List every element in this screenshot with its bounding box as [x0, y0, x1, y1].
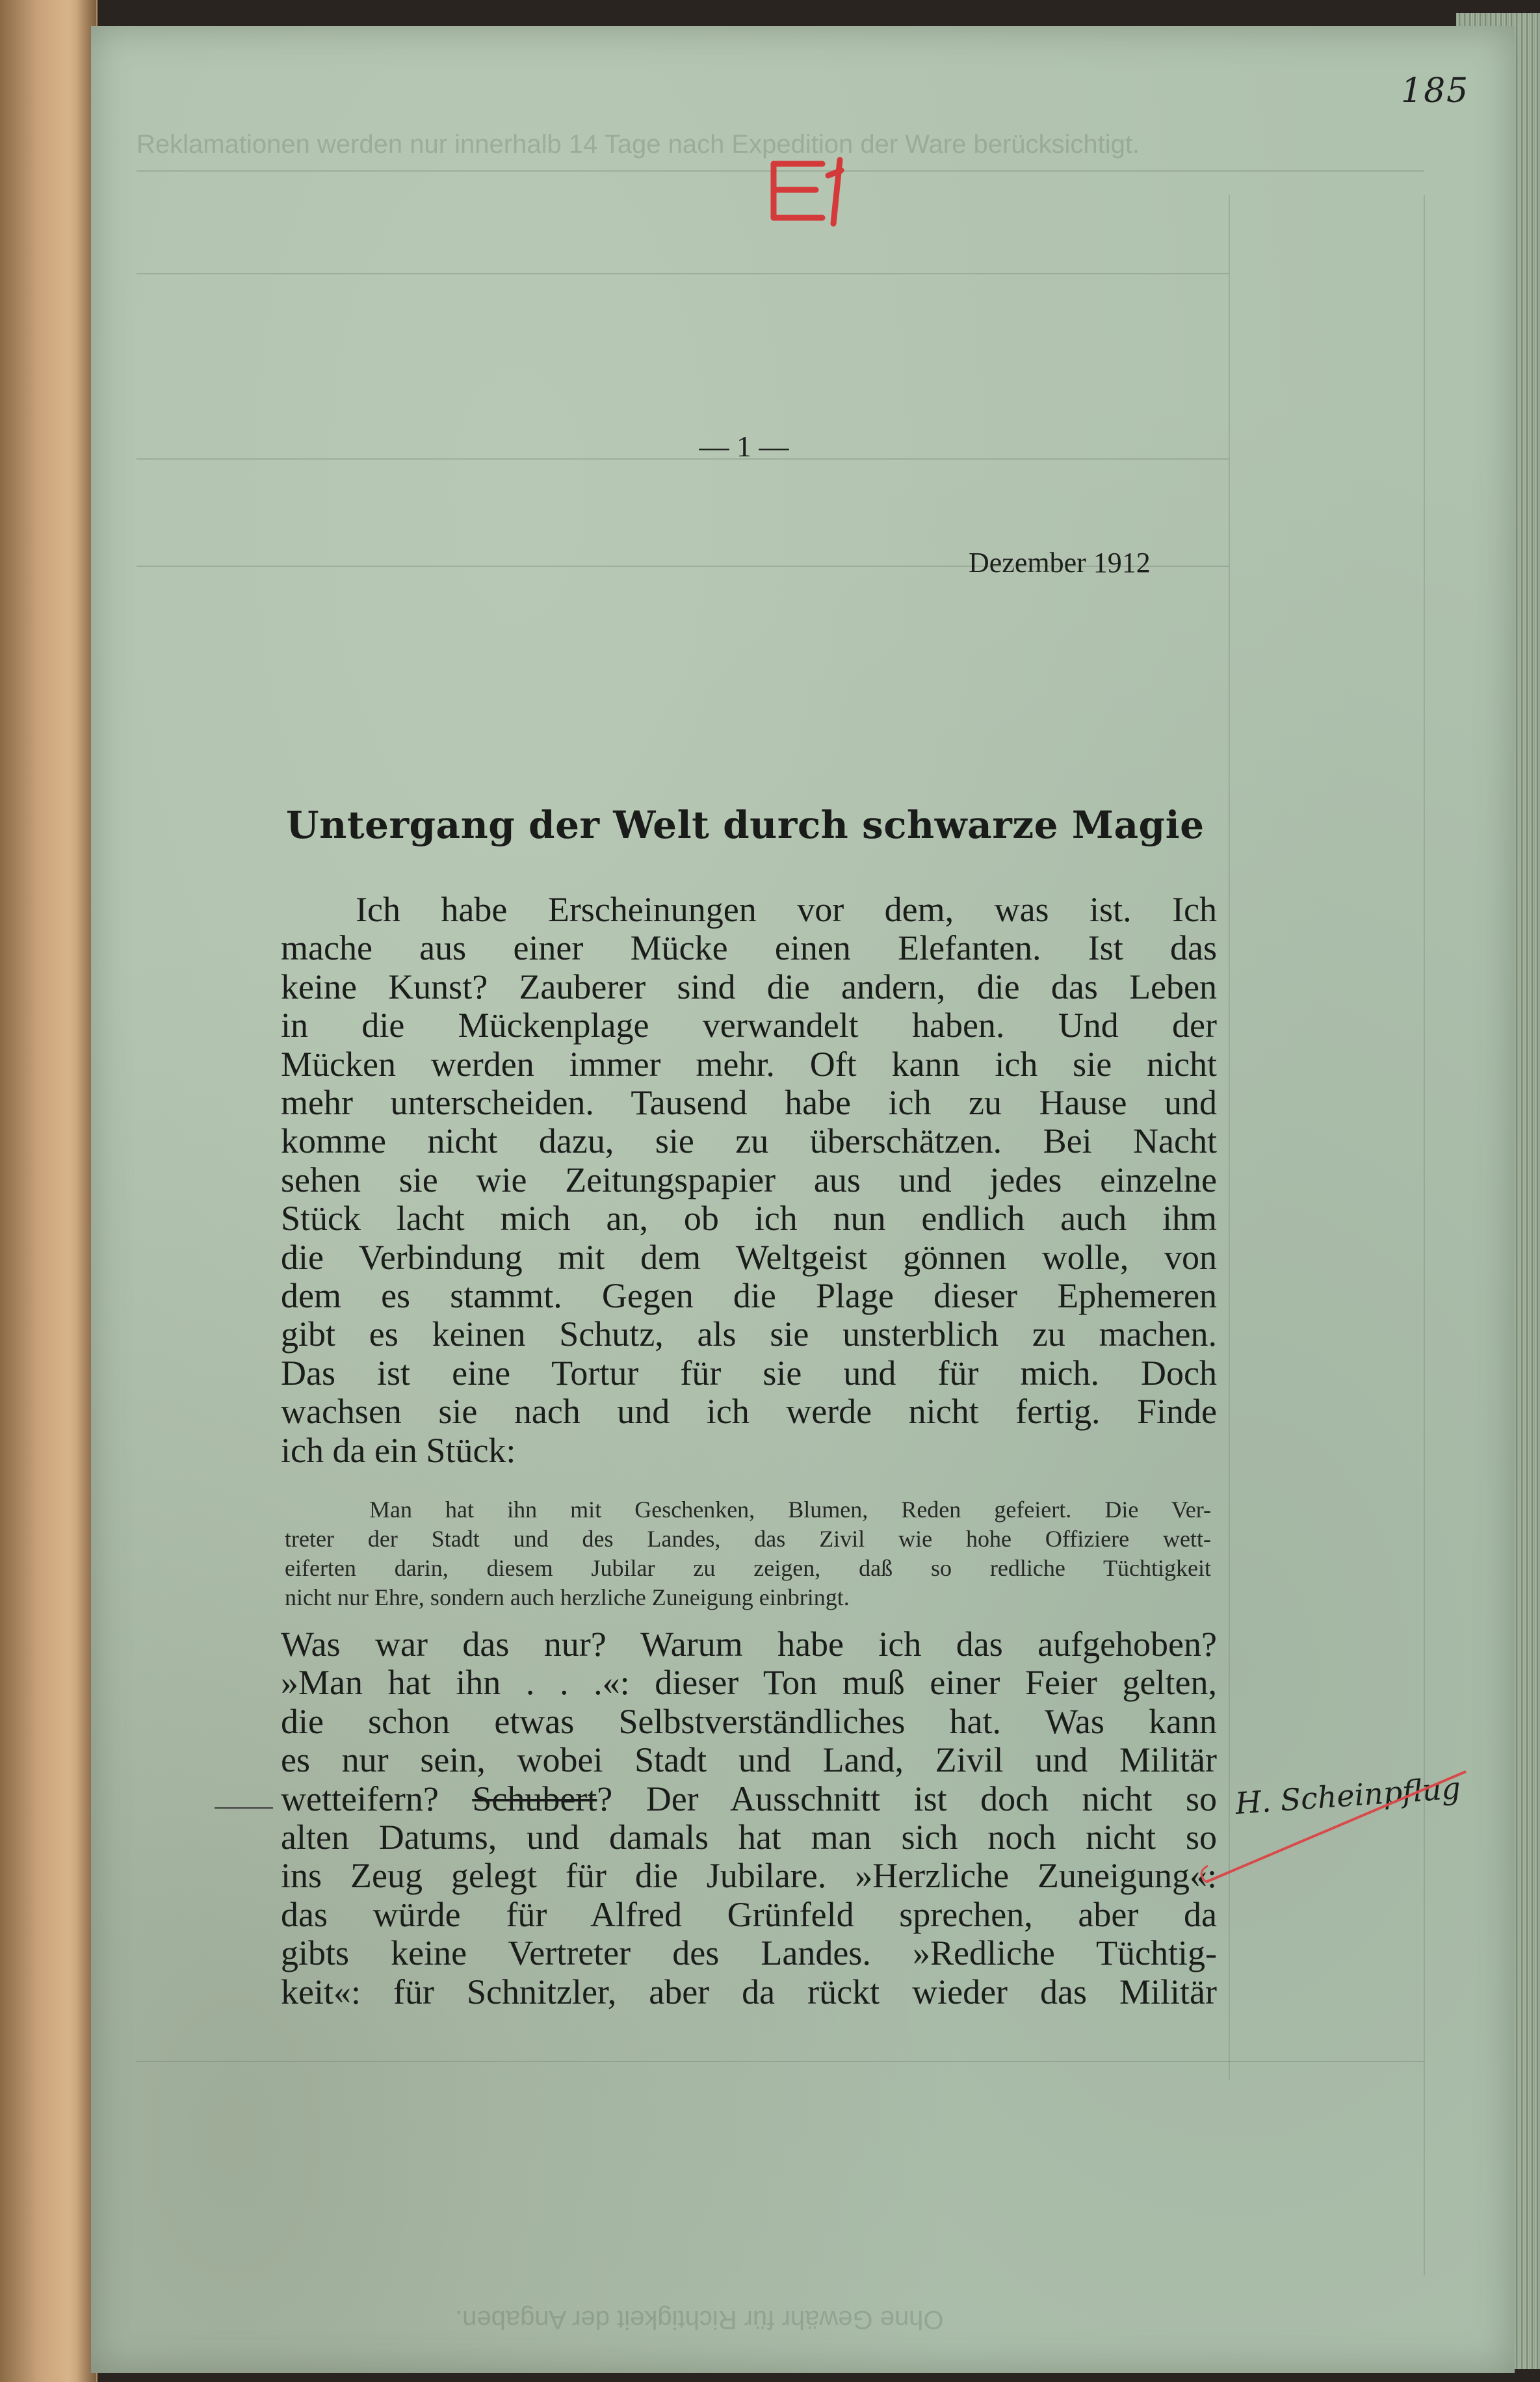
show-through-column-rule — [1229, 195, 1230, 2080]
text-line: Mücken werden immer mehr. Oft kann ich sie nicht — [281, 1044, 1217, 1084]
show-through-column-rule — [1424, 195, 1425, 2275]
text-line: »Man hat ihn . . .«: dieser Ton muß einer Feier gelten, — [281, 1663, 1217, 1703]
text-line: komme nicht dazu, sie zu überschätzen. Bei Nacht — [281, 1121, 1217, 1161]
pencil-mark — [215, 1807, 273, 1809]
text-line: mache aus einer Mücke einen Elefanten. Ist das — [281, 928, 1217, 968]
text-line: gibts keine Vertreter des Landes. »Redliche Tüchtig- — [281, 1933, 1217, 1973]
handwritten-margin-note: H. Scheinpflug — [1234, 1770, 1462, 1822]
quote-line: Man hat ihn mit Geschenken, Blumen, Reden gefeiert. Die Ver- — [369, 1497, 1211, 1523]
struck-word: Schubert — [472, 1779, 597, 1818]
archive-stamp — [761, 156, 858, 228]
text-line: keine Kunst? Zauberer sind die andern, die das Leben — [281, 967, 1217, 1006]
text-line: gibt es keinen Schutz, als sie unsterblich zu machen. — [281, 1315, 1217, 1354]
text-line: die Verbindung mit dem Weltgeist gönnen wolle, von — [281, 1237, 1217, 1277]
text-line: ins Zeug gelegt für die Jubilare. »Herzliche Zuneigung«: — [281, 1856, 1217, 1896]
paragraph-1 — [281, 891, 1217, 1470]
text-line: das würde für Alfred Grünfeld sprechen, aber da — [281, 1894, 1217, 1934]
text-line: mehr unterscheiden. Tausend habe ich zu Hause und — [281, 1083, 1217, 1123]
text-fragment: wetteifern? — [281, 1779, 473, 1818]
text-line: Ich habe Erscheinungen vor dem, was ist. Ich — [356, 890, 1217, 929]
show-through-bottom-text: Ohne Gewähr für Richtigkeit der Angaben. — [455, 2305, 944, 2334]
text-line: sehen sie wie Zeitungspapier aus und jedes einzelne — [281, 1160, 1217, 1199]
quote-line: eiferten darin, diesem Jubilar zu zeigen, daß so redliche Tüchtigkeit — [285, 1555, 1211, 1581]
dateline: Dezember 1912 — [969, 547, 1151, 579]
text-line: in die Mückenplage verwandelt haben. Und der — [281, 1006, 1217, 1045]
text-line: ich da ein Stück: — [281, 1430, 516, 1470]
text-line: Stück lacht mich an, ob ich nun endlich auch ihm — [281, 1199, 1217, 1238]
folio-number: 185 — [1401, 72, 1470, 111]
text-line: Was war das nur? Warum habe ich das aufgehoben? — [281, 1625, 1217, 1664]
text-fragment: ? Der Ausschnitt ist doch nicht so — [597, 1779, 1217, 1818]
article-title: Untergang der Welt durch schwarze Magie — [286, 803, 1205, 847]
show-through-rule — [137, 273, 1229, 274]
show-through-top-text: Reklamationen werden nur innerhalb 14 Tage nach Expedition der Ware berücksichtigt. — [137, 130, 1140, 159]
text-line: die schon etwas Selbstverständliches hat. Was kann — [281, 1701, 1217, 1741]
text-line: Das ist eine Tortur für sie und für mich. Doch — [281, 1353, 1217, 1393]
text-line: alten Datums, und damals hat man sich noch nicht so — [281, 1818, 1217, 1857]
quote-line: nicht nur Ehre, sondern auch herzliche Zuneigung einbringt. — [285, 1584, 850, 1610]
text-line-with-correction — [281, 1780, 1217, 1818]
text-line: es nur sein, wobei Stadt und Land, Zivil und Militär — [281, 1740, 1217, 1780]
quoted-clipping — [285, 1495, 1211, 1612]
quote-line: treter der Stadt und des Landes, das Zivil wie hohe Offiziere wett- — [285, 1526, 1211, 1552]
paragraph-2 — [281, 1625, 1217, 2011]
show-through-rule — [137, 2061, 1424, 2062]
text-line: dem es stammt. Gegen die Plage dieser Ephemeren — [281, 1276, 1217, 1316]
text-line: keit«: für Schnitzler, aber da rückt wieder das Militär — [281, 1972, 1217, 2011]
page-number: — 1 — — [699, 430, 789, 463]
text-line: wachsen sie nach und ich werde nicht fertig. Finde — [281, 1392, 1217, 1432]
